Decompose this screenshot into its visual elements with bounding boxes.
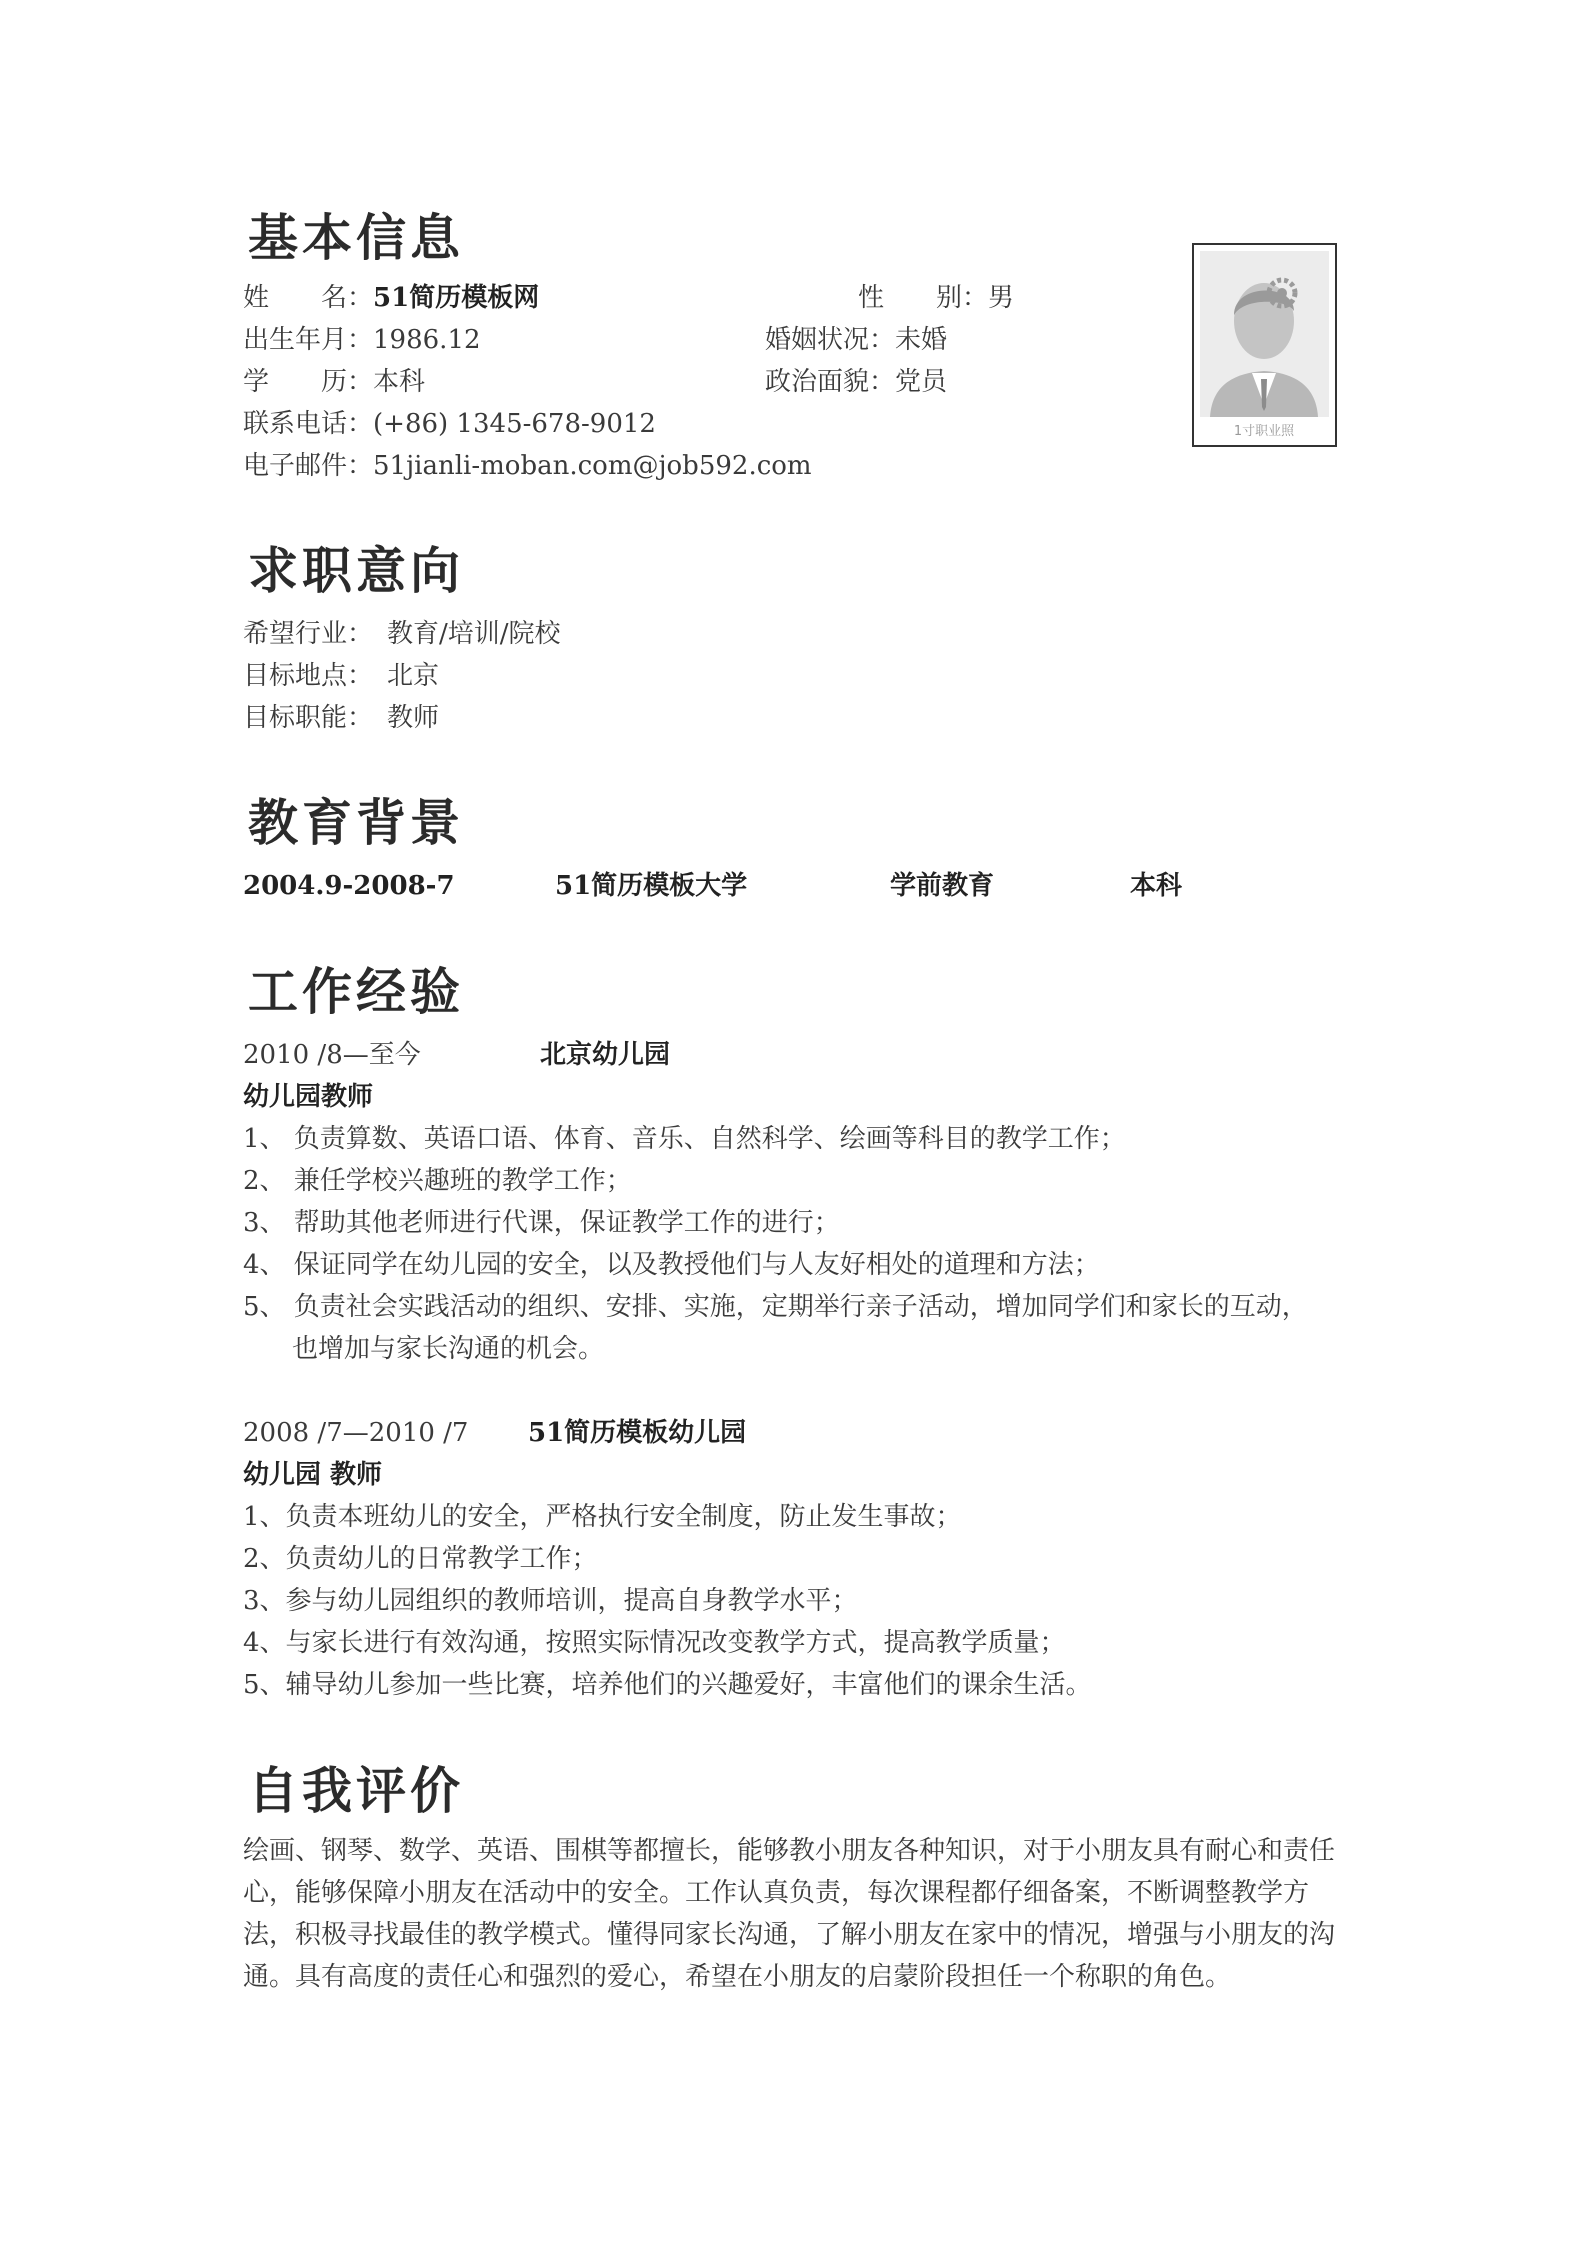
email-label: 电子邮件： [243,451,374,481]
location-value: 北京 [387,661,440,691]
job-label: 目标职能： [243,703,374,733]
intent-location-row [243,656,439,696]
section-title-job-intent: 求职意向 [248,542,464,600]
work-2-company: 51简历模板幼儿园 [528,1418,747,1448]
industry-label: 希望行业： [243,619,374,649]
email-value: 51jianli-moban.com@job592.com [373,451,812,481]
work-2-period: 2008 /7—2010 /7 [243,1418,469,1448]
birth-value: 1986.12 [373,325,481,355]
name-row [243,278,539,318]
industry-value: 教育/培训/院校 [387,619,561,649]
work-2-title: 幼儿园 教师 [243,1460,383,1490]
degree-value: 本科 [373,367,426,397]
degree-row [243,362,425,402]
marital-value: 未婚 [895,325,948,355]
photo-caption: 1寸职业照 [1233,424,1295,439]
edu-school: 51简历模板大学 [555,871,748,901]
political-value: 党员 [895,367,948,397]
work-1-duty-continued: 也增加与家长沟通的机会。 [292,1334,605,1364]
work-1-duty: 3、 帮助其他老师进行代课，保证教学工作的进行； [243,1208,840,1238]
edu-period: 2004.9-2008-7 [243,871,455,901]
work-2-duty: 2、负责幼儿的日常教学工作； [243,1544,598,1574]
section-title-basic-info: 基本信息 [248,209,464,267]
political-row [765,362,947,402]
work-2-duty: 5、辅导幼儿参加一些比赛，培养他们的兴趣爱好，丰富他们的课余生活。 [243,1670,1092,1700]
gender-value: 男 [988,283,1015,313]
section-title-education: 教育背景 [248,794,464,852]
work-2-duty: 3、参与幼儿园组织的教师培训，提高自身教学水平； [243,1586,858,1616]
degree-label: 学 历： [243,367,374,397]
marital-label: 婚姻状况： [765,325,896,355]
work-1-duty: 2、 兼任学校兴趣班的教学工作； [243,1166,632,1196]
job-value: 教师 [387,703,440,733]
phone-label: 联系电话： [243,409,374,439]
work-1-title: 幼儿园教师 [243,1082,374,1112]
work-1-duty: 1、 负责算数、英语口语、体育、音乐、自然科学、绘画等科目的教学工作； [243,1124,1126,1154]
section-title-self-eval: 自我评价 [248,1762,464,1820]
birth-label: 出生年月： [243,325,374,355]
edu-major: 学前教育 [890,871,995,901]
marital-row [765,320,947,360]
location-label: 目标地点： [243,661,374,691]
gender-row [858,278,1014,318]
edu-degree: 本科 [1130,871,1183,901]
birth-row [243,320,481,360]
email-row [243,446,812,486]
work-2-duty: 4、与家长进行有效沟通，按照实际情况改变教学方式，提高教学质量； [243,1628,1066,1658]
work-1-period: 2010 /8—至今 [243,1040,421,1070]
name-label: 姓 名： [243,283,374,313]
intent-industry-row [243,614,561,654]
section-title-work: 工作经验 [248,963,464,1021]
work-1-company: 北京幼儿园 [540,1040,671,1070]
self-eval-text: 绘画、钢琴、数学、英语、围棋等都擅长，能够教小朋友各种知识，对于小朋友具有耐心和责任心，能够保障小朋友在活动中的安全。工作认真负责，每次课程都仔细备案，不断调整教学方法，积极寻找最佳的教学模式。懂得同家长沟通，了解小朋友在家中的情况，增强与小朋友的沟通。具有高度的责任心和强烈的爱心，希望在小朋友的启蒙阶段担任一个称职的角色。 [243,1836,1336,1992]
gender-label: 性 别： [858,283,989,313]
political-label: 政治面貌： [765,367,896,397]
name-value: 51简历模板网 [373,283,540,313]
profile-photo [1192,243,1337,447]
phone-row [243,404,656,444]
avatar-silhouette-icon [1194,245,1335,445]
phone-value: (+86) 1345-678-9012 [373,409,656,439]
intent-job-row [243,698,439,738]
work-1-duty: 4、 保证同学在幼儿园的安全，以及教授他们与人友好相处的道理和方法； [243,1250,1100,1280]
work-1-duty: 5、 负责社会实践活动的组织、安排、实施，定期举行亲子活动，增加同学们和家长的互动， [243,1292,1308,1322]
work-2-duty: 1、负责本班幼儿的安全，严格执行安全制度，防止发生事故； [243,1502,962,1532]
